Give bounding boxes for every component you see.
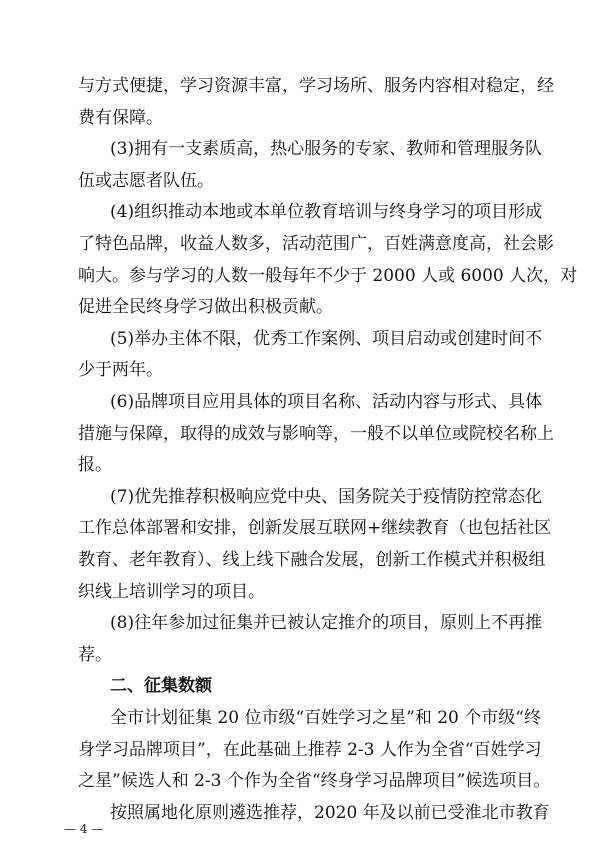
text-line: 按照属地化原则遴选推荐，2020 年及以前已受淮北市教育 — [110, 802, 550, 823]
text-line: (6)品牌项目应用具体的项目名称、活动内容与形式、具体 — [110, 392, 543, 412]
text-line: 与方式便捷，学习资源丰富，学习场所、服务内容相对稳定，经 — [78, 76, 554, 96]
text-line: 了特色品牌，收益人数多，活动范围广，百姓满意度高，社会影 — [78, 234, 554, 254]
page-number: — 4 — — [64, 822, 104, 836]
text-line: 少于两年。 — [78, 360, 163, 381]
text-line: (8)往年参加过征集并已被认定推介的项目，原则上不再推 — [110, 613, 543, 634]
text-line: 荐。 — [78, 644, 112, 665]
text-line: 措施与保障，取得的成效与影响等，一般不以单位或院校名称上 — [78, 423, 554, 444]
text-line: 之星”候选人和 2-3 个作为全省“终身学习品牌项目”候选项目。 — [78, 771, 551, 792]
text-line: 全市计划征集 20 位市级“百姓学习之星”和 20 个市级“终 — [110, 708, 541, 728]
text-line: 响大。参与学习的人数一般每年不少于 2000 人或 6000 人次，对 — [78, 265, 578, 286]
section-heading: 二、征集数额 — [110, 676, 212, 697]
text-line: 工作总体部署和安排，创新发展互联网+继续教育（也包括社区 — [78, 518, 552, 539]
text-line: 身学习品牌项目”，在此基础上推荐 2-3 人作为全省“百姓学习 — [78, 739, 542, 760]
text-line: (7)优先推荐积极响应党中央、国务院关于疫情防控常态化 — [110, 486, 543, 507]
text-line: 织线上培训学习的项目。 — [78, 581, 265, 602]
text-line: 伍或志愿者队伍。 — [78, 170, 214, 191]
text-line: 费有保障。 — [78, 107, 163, 128]
text-line: (5)举办主体不限，优秀工作案例、项目启动或创建时间不 — [110, 328, 543, 349]
text-line: (4)组织推动本地或本单位教育培训与终身学习的项目形成 — [110, 202, 543, 223]
text-line: 促进全民终身学习做出积极贡献。 — [78, 297, 333, 318]
text-line: 报。 — [78, 455, 112, 476]
text-line: (3)拥有一支素质高，热心服务的专家、教师和管理服务队 — [110, 139, 543, 160]
text-line: 教育、老年教育）、线上线下融合发展，创新工作模式并积极组 — [78, 550, 546, 570]
